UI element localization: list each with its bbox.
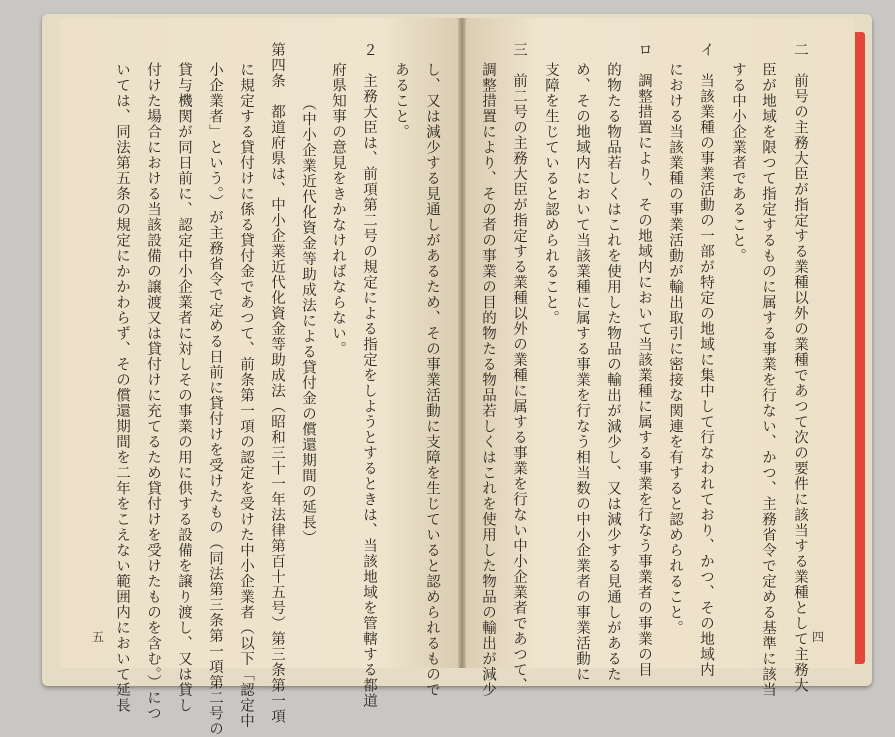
right-column-1: 二 前号の主務大臣が指定する業種以外の業種であつて次の要件に該当する業種として主務大 bbox=[792, 42, 808, 693]
right-column-7: 的物たる物品若しくはこれを使用した物品の輸出が減少し、又は減少する見通しがあるた bbox=[605, 62, 621, 682]
right-column-8: め、その地域内において当該業種に属する事業を行なう相当数の中小企業者の事業活動に bbox=[574, 62, 590, 682]
left-column-9: 貸与機関が同日前に、認定中小企業者に対しその事業の用に供する設備を譲り渡し、又は貸し bbox=[176, 62, 192, 713]
right-column-3: する中小企業者であること。 bbox=[730, 62, 746, 264]
right-column-2: 臣が地域を限つて指定するものに属する事業を行ない、かつ、主務省令で定める基準に該当 bbox=[760, 62, 776, 698]
right-column-10: 三 前二号の主務大臣が指定する業種以外の業種に属する事業を行ない中小企業者であつて、 bbox=[511, 42, 527, 693]
right-column-5: における当該業種の事業活動が輸出取引に密接な関連を有すると認められること。 bbox=[667, 62, 683, 636]
right-column-6: ロ 調整措置により、その地域内において当該業種に属する事業を行なう事業者の事業の目 bbox=[636, 42, 652, 678]
left-column-1: し、又は減少する見通しがあるため、その事業活動に支障を生じていると認められるもので bbox=[424, 62, 440, 698]
right-column-11: 調整措置により、その者の事業の目的物たる物品若しくはこれを使用した物品の輸出が減少 bbox=[480, 62, 496, 698]
left-page-number: 五 bbox=[92, 630, 105, 644]
left-column-10: 付けた場合における当該設備の譲渡又は貸付けに充てるため貸付けを受けたものを含む。）につ bbox=[145, 62, 161, 722]
left-column-11: いては、同法第五条の規定にかかわらず、その償還期間を二年をこえない範囲内において延長 bbox=[114, 62, 130, 713]
book-gutter bbox=[458, 18, 466, 668]
right-column-9: 支障を生じていると認められること。 bbox=[543, 62, 559, 326]
red-page-edge bbox=[855, 32, 865, 664]
left-column-5: （中小企業近代化資金等助成法による貸付金の償還期間の延長） bbox=[300, 96, 316, 546]
left-column-7: に規定する貸付けに係る貸付金であつて、前条第一項の認定を受けた中小企業者（以下「認定中 bbox=[238, 62, 254, 729]
left-column-6: 第四条 都道府県は、中小企業近代化資金等助成法（昭和三十一年法律第百十五号）第三条第一項 bbox=[269, 42, 285, 724]
left-column-8: 小企業者」という。）が主務省令で定める日前に貸付けを受けたもの（同法第三条第一項第二号の bbox=[207, 62, 223, 737]
right-page-number: 四 bbox=[812, 630, 825, 644]
left-column-3: ２ 主務大臣は、前項第二号の規定による指定をしようとするときは、当該地域を管轄する都道 bbox=[361, 42, 377, 709]
left-column-2: あること。 bbox=[393, 62, 409, 140]
right-column-4: イ 当該業種の事業活動の一部が特定の地域に集中して行なわれており、かつ、その地域内 bbox=[698, 42, 714, 678]
left-column-4: 府県知事の意見をきかなければならない。 bbox=[330, 62, 346, 357]
